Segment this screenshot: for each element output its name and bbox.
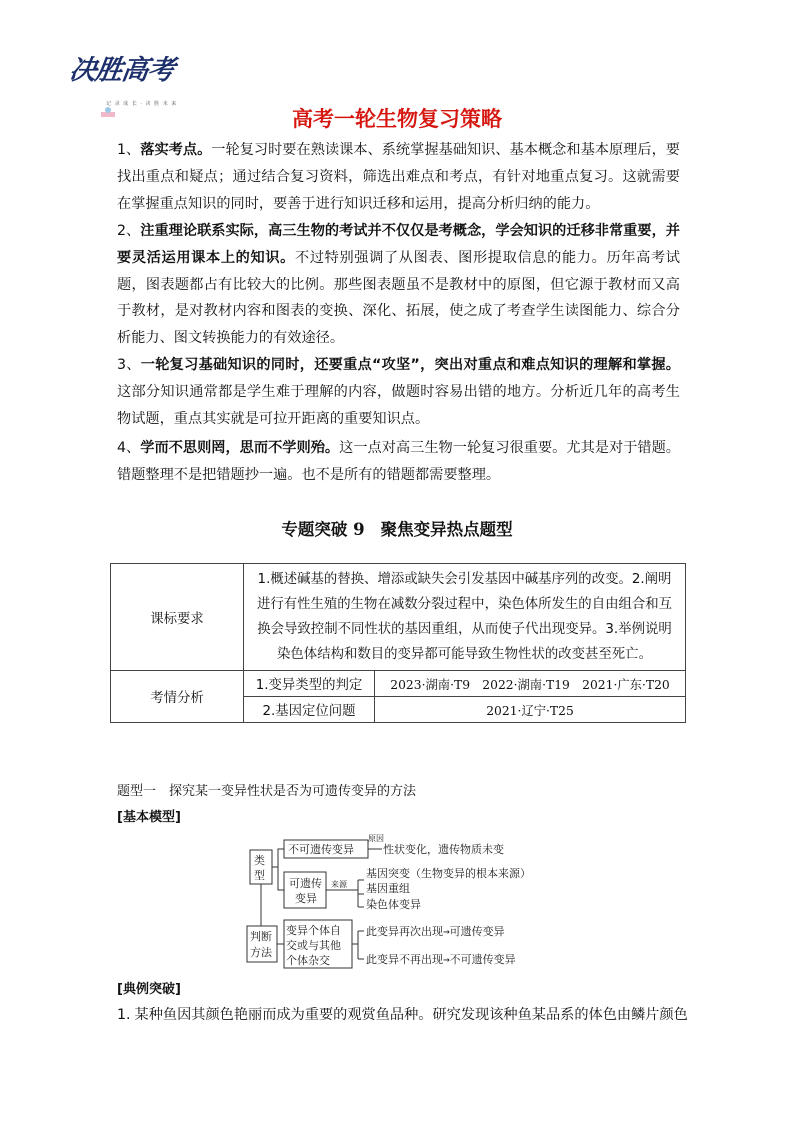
table-row [111, 671, 686, 697]
basic-model-heading: [基本模型] [117, 810, 181, 825]
strategy-4 [117, 435, 680, 489]
strategy-head: 注重理论联系实际，高三生物的考试并不仅仅是考概念，学会知识的迁移非常重要，并要灵活运用课本上的知识。 [117, 223, 680, 266]
diagram-result-1: 此变异再次出现→可遗传变异 [366, 925, 505, 938]
diagram-source-label: 来源 [331, 880, 347, 889]
row-label: 课标要求 [111, 564, 244, 671]
strategy-body: 这部分知识通常都是学生难于理解的内容，做题时容易出错的地方。分析近几年的高考生物试题，重点其实就是可拉开距离的重要知识点。 [117, 383, 680, 427]
diagram-source-2: 基因重组 [366, 882, 410, 895]
strategy-number: 3、 [117, 357, 141, 373]
strategy-body: 不过特别强调了从图表、图形提取信息的能力。历年高考试题，图表题都占有比较大的比例。那些图表题虽不是教材中的原图，但它源于教材而又高于教材，是对教材内容和图表的变换、深化、拓展，使之成了考查学生读图能力、综合分析能力、图文转换能力的有效途径。 [117, 249, 680, 347]
diagram-result-2: 此变异不再出现→不可遗传变异 [366, 953, 516, 966]
strategy-head: 落实考点。 [140, 142, 212, 158]
diagram-source-1: 基因突变（生物变异的根本来源） [366, 867, 531, 880]
diagram-heritable-2: 变异 [295, 892, 317, 905]
diagram-type-2: 型 [254, 869, 265, 882]
question-number: 1. [117, 1007, 131, 1023]
diagram-method-3: 个体杂交 [286, 954, 330, 967]
diagram-heritable-1: 可遗传 [289, 877, 322, 890]
topic-cell: 2.基因定位问题 [244, 697, 375, 723]
logo-text: 决胜高考 [67, 55, 176, 86]
sources-cell: 2023·湖南·T9 2022·湖南·T19 2021·广东·T20 [375, 671, 686, 697]
example-heading: [典例突破] [117, 982, 181, 997]
diagram-cause-label: 原因 [368, 834, 384, 843]
strategy-3 [117, 352, 680, 432]
question-type-title: 题型一 探究某一变异性状是否为可遗传变异的方法 [117, 784, 417, 799]
diagram-cause-text: 性状变化，遗传物质未变 [383, 843, 504, 856]
mutation-concept-diagram [240, 832, 560, 972]
question-1 [117, 1004, 688, 1024]
strategy-number: 1、 [117, 142, 141, 158]
strategy-number: 4、 [117, 440, 141, 456]
question-text: 某种鱼因其颜色艳丽而成为重要的观赏鱼品种。研究发现该种鱼某品系的体色由鳞片颜色 [134, 1007, 688, 1023]
diagram-method-1: 变异个体自 [286, 924, 341, 937]
strategy-2 [117, 218, 680, 352]
curriculum-requirements: 1.概述碱基的替换、增添或缺失会引发基因中碱基序列的改变。2.阐明进行有性生殖的生物在减数分裂过程中，染色体所发生的自由组合和互换会导致控制不同性状的基因重组，从而使子代出现变异。3.举例说明染色体结构和数目的变异都可能导致生物性状的改变甚至死亡。 [244, 564, 686, 671]
diagram-judge-1: 判断 [250, 930, 272, 943]
strategy-body: 一轮复习时要在熟读课本、系统掌握基础知识、基本概念和基本原理后，要找出重点和疑点；通过结合复习资料，筛选出难点和考点，有针对地重点复习。这就需要在掌握重点知识的同时，要善于进行知识迁移和运用，提高分析归纳的能力。 [117, 142, 680, 212]
standards-table [110, 563, 686, 723]
diagram-judge-2: 方法 [250, 946, 272, 959]
diagram-method-2: 交或与其他 [286, 939, 341, 952]
strategy-head: 学而不思则罔，思而不学则殆。 [140, 440, 340, 456]
topic-cell: 1.变异类型的判定 [244, 671, 375, 697]
strategy-head: 一轮复习基础知识的同时，还要重点“攻坚”，突出对重点和难点知识的理解和掌握。 [140, 357, 680, 373]
strategy-number: 2、 [117, 223, 141, 239]
section-subtitle: 聚焦变异热点题型 [380, 520, 513, 539]
table-row [111, 564, 686, 671]
diagram-source-3: 染色体变异 [366, 898, 421, 911]
strategy-body: 这一点对高三生物一轮复习很重要。尤其是对于错题。错题整理不是把错题抄一遍。也不是所有的错题都需要整理。 [117, 440, 680, 483]
section-title [0, 516, 794, 540]
main-title: 高考一轮生物复习策略 [292, 107, 502, 131]
strategy-1 [117, 137, 680, 217]
diagram-non-heritable: 不可遗传变异 [288, 843, 354, 856]
section-number: 专题突破 9 [281, 520, 365, 539]
logo-subtitle: 记 录 成 长 · 决 胜 未 来 [106, 101, 178, 107]
row-label: 考情分析 [111, 671, 244, 723]
sources-cell: 2021·辽宁·T25 [375, 697, 686, 723]
diagram-type-1: 类 [254, 854, 265, 867]
